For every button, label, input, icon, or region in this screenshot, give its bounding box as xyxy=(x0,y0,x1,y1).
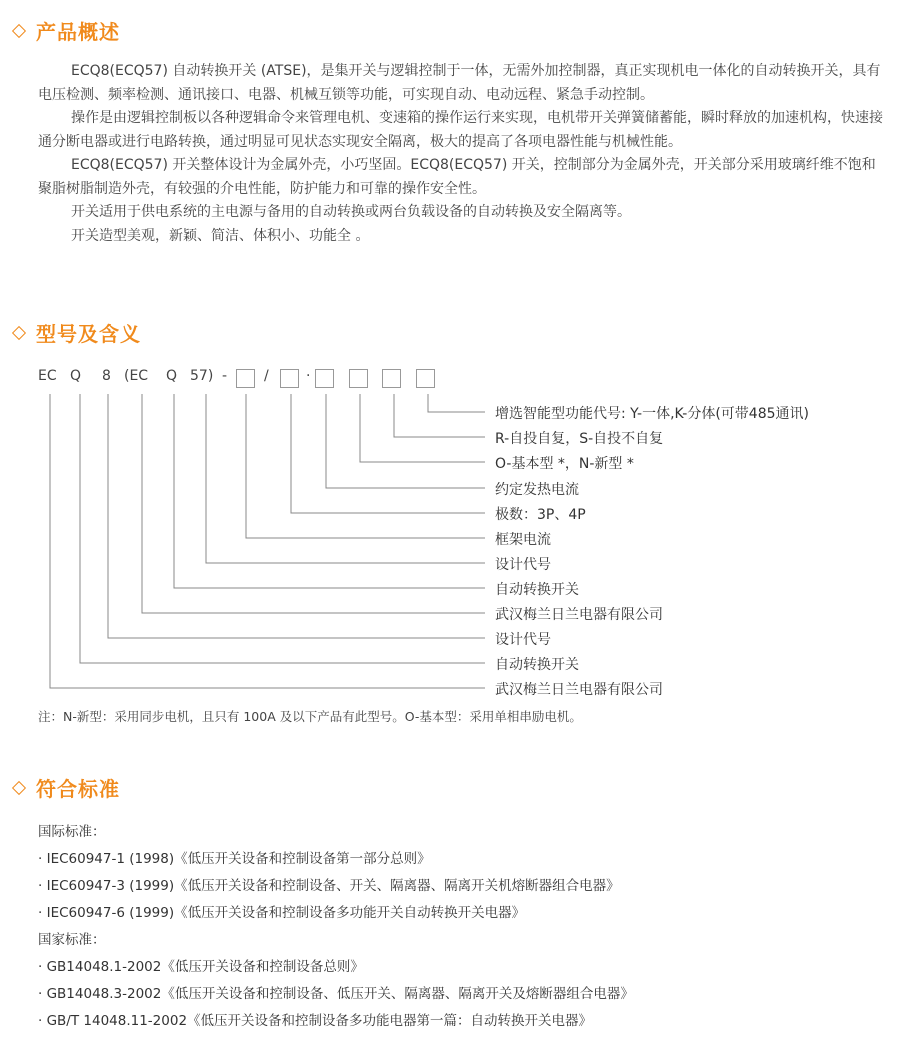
code-description: R-自投自复，S-自投不自复 xyxy=(495,431,664,447)
code-description: 自动转换开关 xyxy=(495,657,579,673)
model-title: 型号及含义 xyxy=(36,322,141,346)
code-token-8: 8 xyxy=(102,368,111,384)
code-token-dot: · xyxy=(306,368,311,384)
connector-line xyxy=(142,394,485,613)
overview-paragraph: 开关造型美观，新颖、简洁、体积小、功能全 。 xyxy=(71,227,370,244)
code-description: 自动转换开关 xyxy=(495,582,579,598)
overview-paragraph: ECQ8(ECQ57) 自动转换开关 (ATSE)，是集开关与逻辑控制于一体，无需外加控制器，真正实现机电一体化的自动转换开关，具有电压检测、频率检测、通讯接口、电器、机械互锁等功能，可实现自动、电动远程、紧急手动控制。 xyxy=(38,63,881,103)
standard-item: · GB14048.3-2002《低压开关设备和控制设备、低压开关、隔离器、隔离开关及熔断器组合电器》 xyxy=(38,986,634,1002)
connector-line xyxy=(246,394,485,538)
standard-item: · IEC60947-1 (1998)《低压开关设备和控制设备第一部分总则》 xyxy=(38,851,431,867)
overview-title: 产品概述 xyxy=(36,20,120,44)
code-token-ec: EC xyxy=(38,368,57,384)
code-description: 极数：3P、4P xyxy=(495,507,586,523)
connector-line xyxy=(50,394,485,688)
code-token-57: 57) xyxy=(190,368,214,384)
code-token-dash: - xyxy=(222,368,228,384)
code-description: 约定发热电流 xyxy=(495,482,579,498)
standard-item: · GB14048.1-2002《低压开关设备和控制设备总则》 xyxy=(38,959,364,975)
intl-standards-label: 国际标准： xyxy=(38,824,106,840)
overview-paragraph: 操作是由逻辑控制板以各种逻辑命令来管理电机、变速箱的操作运行来实现，电机带开关弹簧储蓄能，瞬时释放的加速机构，快速接通分断电器或进行电路转换，通过明显可见状态实现安全隔离，极大的提高了各项电器性能与机械性能。 xyxy=(38,110,883,150)
connector-line xyxy=(174,394,485,588)
connector-line xyxy=(428,394,485,412)
connector-line xyxy=(360,394,485,462)
code-token-ec2: (EC xyxy=(124,368,149,384)
connector-line xyxy=(394,394,485,437)
code-token-slash: / xyxy=(264,368,269,384)
diamond-icon xyxy=(12,780,26,794)
standards-title: 符合标准 xyxy=(36,777,120,801)
connector-line xyxy=(326,394,485,488)
overview-paragraph: ECQ8(ECQ57) 开关整体设计为金属外壳，小巧坚固。ECQ8(ECQ57) 开关，控制部分为金属外壳，开关部分采用玻璃纤维不饱和聚脂树脂制造外壳，有较强的介电性能，防护能力和可靠的操作安全性。 xyxy=(38,157,876,197)
standard-item: · GB/T 14048.11-2002《低压开关设备和控制设备多功能电器第一篇：自动转换开关电器》 xyxy=(38,1013,593,1029)
overview-paragraph: 开关适用于供电系统的主电源与备用的自动转换或两台负载设备的自动转换及安全隔离等。 xyxy=(71,204,631,220)
code-description: 设计代号 xyxy=(495,632,551,648)
code-token-q: Q xyxy=(70,368,82,384)
code-description: 设计代号 xyxy=(495,557,551,573)
code-description: O-基本型 *，N-新型 * xyxy=(495,456,634,472)
standard-item: · IEC60947-3 (1999)《低压开关设备和控制设备、开关、隔离器、隔离开关机熔断器组合电器》 xyxy=(38,878,620,894)
code-description: 武汉梅兰日兰电器有限公司 xyxy=(495,607,663,623)
national-standards-label: 国家标准： xyxy=(38,932,106,948)
connector-line xyxy=(80,394,485,663)
standards-heading xyxy=(10,773,120,802)
connector-line xyxy=(108,394,485,638)
code-description: 武汉梅兰日兰电器有限公司 xyxy=(495,682,663,698)
standard-item: · IEC60947-6 (1999)《低压开关设备和控制设备多功能开关自动转换开关电器》 xyxy=(38,905,526,921)
code-token-q2: Q xyxy=(166,368,178,384)
code-description: 框架电流 xyxy=(495,532,551,548)
code-description: 增选智能型功能代号: Y-一体,K-分体(可带485通讯) xyxy=(495,406,809,422)
model-note: 注：N-新型：采用同步电机，且只有 100A 及以下产品有此型号。O-基本型：采用单相串励电机。 xyxy=(38,709,582,724)
